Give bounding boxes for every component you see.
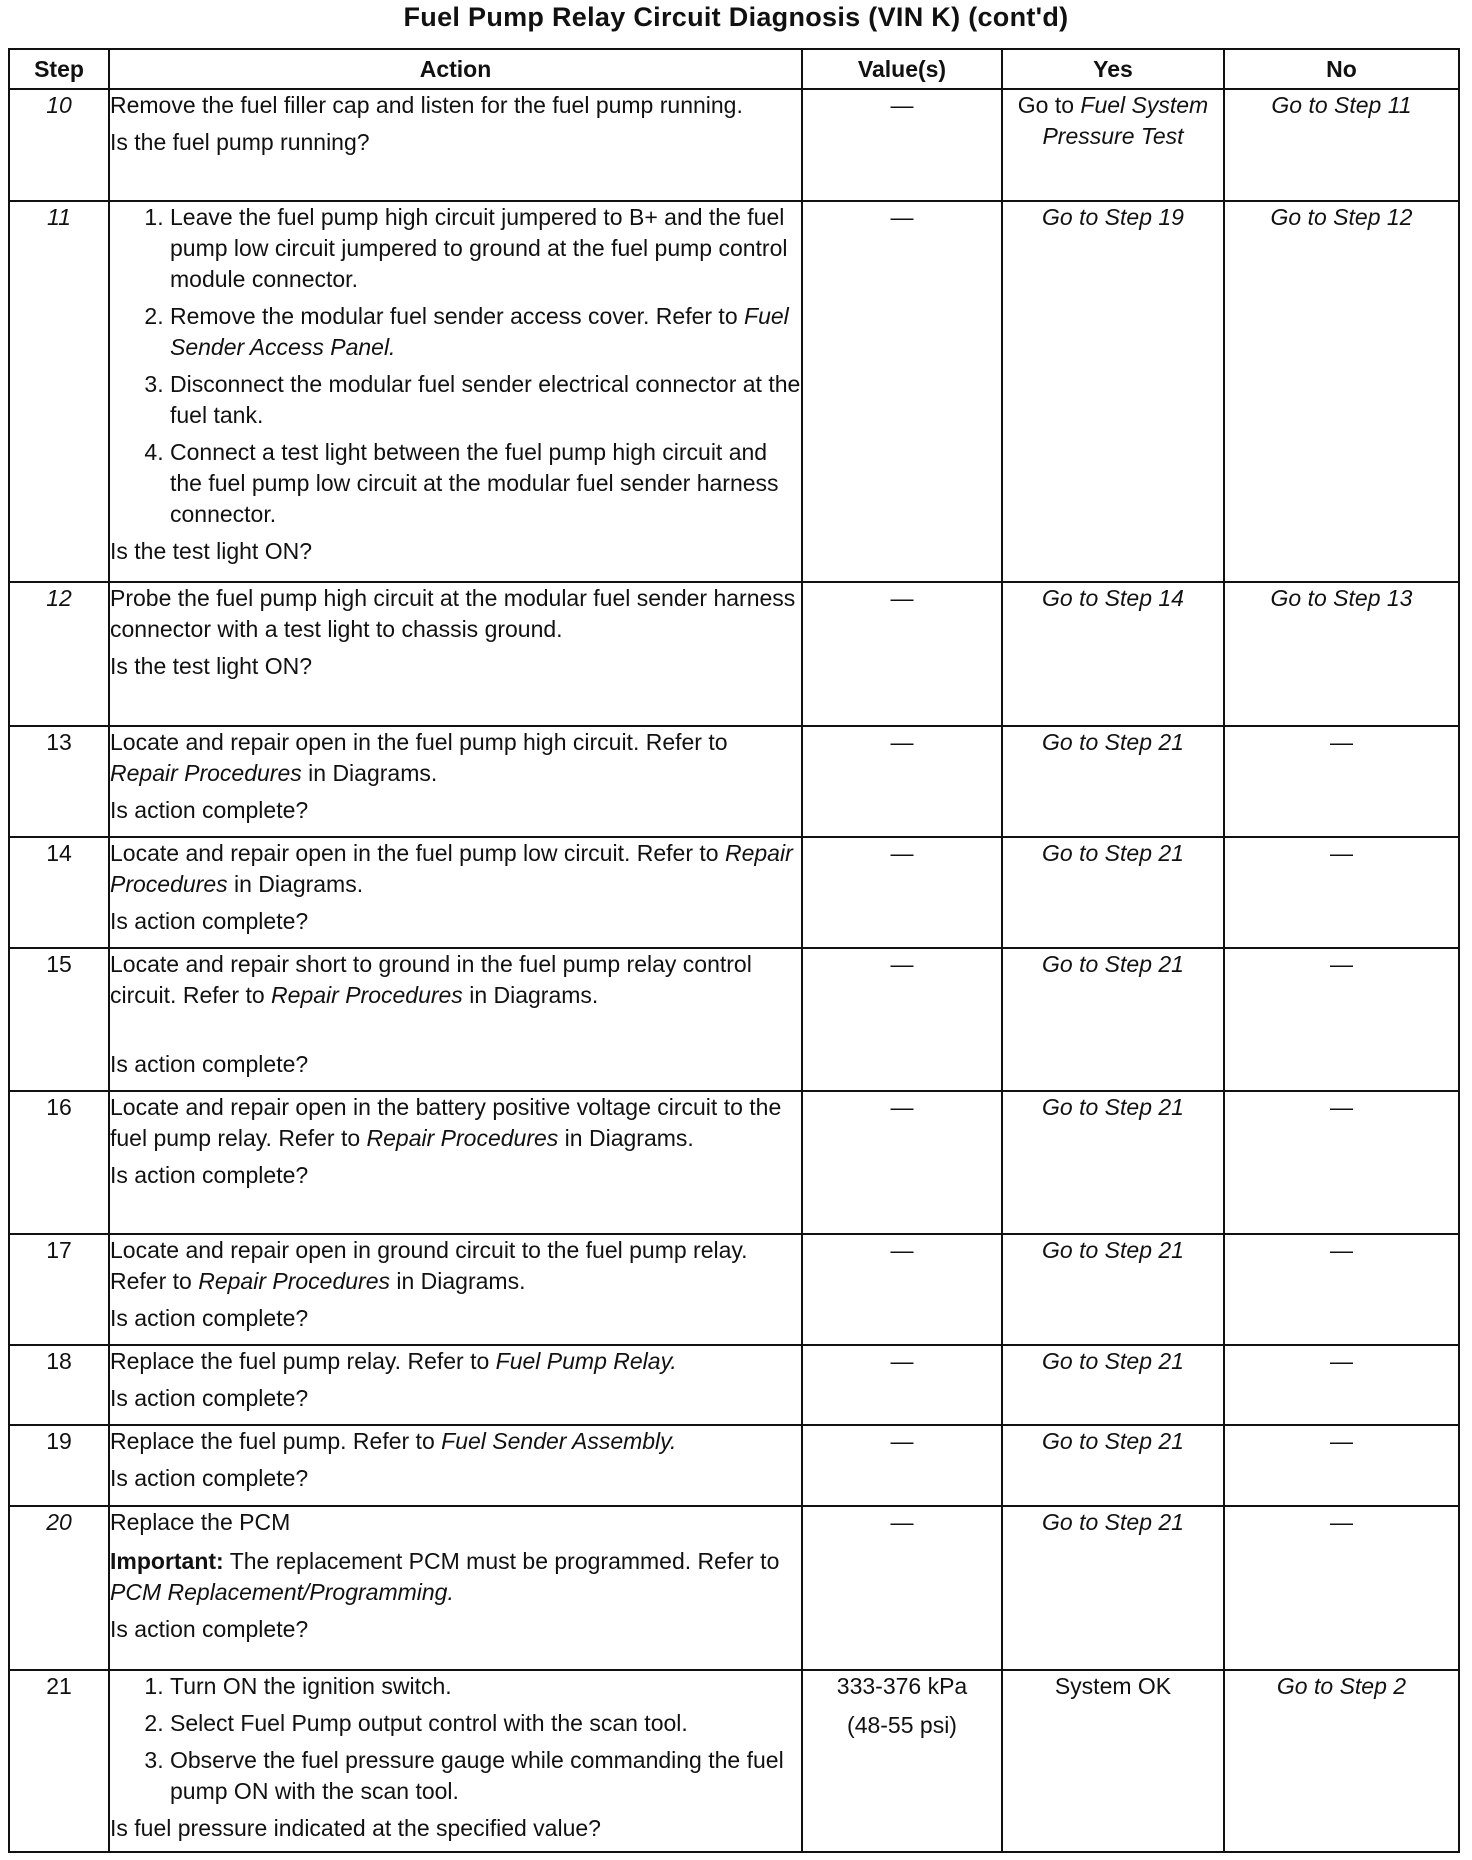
- yes-cell: [1002, 89, 1224, 201]
- important-note: Important: The replacement PCM must be programmed. Refer to PCM Replacement/Programming.: [110, 1548, 780, 1605]
- step-number: 16: [9, 1091, 109, 1234]
- table-row: [9, 201, 1459, 582]
- yes-cell[interactable]: Go to Step 21: [1002, 1425, 1224, 1506]
- reference-link[interactable]: Repair Procedures: [366, 1125, 559, 1151]
- action-steps: [110, 202, 801, 530]
- value-cell: —: [802, 1506, 1002, 1670]
- step-number: 11: [9, 201, 109, 582]
- action-text: Locate and repair open in the fuel pump low circuit. Refer to Repair Procedures in Diagrams.: [110, 840, 793, 897]
- action-cell: [109, 89, 802, 201]
- no-cell: —: [1224, 1234, 1459, 1345]
- no-cell[interactable]: Go to Step 12: [1224, 201, 1459, 582]
- table-row: [9, 582, 1459, 726]
- step-number: 12: [9, 582, 109, 726]
- value-cell: —: [802, 1425, 1002, 1506]
- step-number: 10: [9, 89, 109, 201]
- yes-cell: System OK: [1002, 1670, 1224, 1852]
- yes-cell[interactable]: Go to Step 21: [1002, 1506, 1224, 1670]
- table-row: [9, 1670, 1459, 1852]
- no-cell: —: [1224, 1345, 1459, 1425]
- table-row: [9, 1234, 1459, 1345]
- action-step-item: 2. Select Fuel Pump output control with the scan tool.: [170, 1708, 801, 1739]
- action-cell: [109, 837, 802, 948]
- no-cell: —: [1224, 1506, 1459, 1670]
- diagnosis-table: [8, 48, 1460, 1853]
- action-cell: [109, 1091, 802, 1234]
- reference-link[interactable]: Fuel Sender Assembly.: [441, 1428, 677, 1454]
- action-text: Replace the fuel pump. Refer to Fuel Sender Assembly.: [110, 1428, 677, 1454]
- step-number: 21: [9, 1670, 109, 1852]
- action-cell: [109, 1506, 802, 1670]
- table-row: [9, 837, 1459, 948]
- action-text: Probe the fuel pump high circuit at the modular fuel sender harness connector with a test light to chassis ground.: [110, 585, 796, 642]
- action-cell: [109, 726, 802, 837]
- action-cell: [109, 948, 802, 1091]
- yes-link[interactable]: Fuel System Pressure Test: [1042, 92, 1209, 149]
- action-cell: [109, 201, 802, 582]
- no-cell[interactable]: Go to Step 11: [1224, 89, 1459, 201]
- yes-cell[interactable]: Go to Step 21: [1002, 1345, 1224, 1425]
- action-cell: [109, 1234, 802, 1345]
- table-row: [9, 89, 1459, 201]
- reference-link[interactable]: Fuel Sender Access Panel.: [170, 303, 789, 360]
- action-steps: [110, 1671, 801, 1807]
- step-number: 14: [9, 837, 109, 948]
- action-text: Locate and repair open in ground circuit to the fuel pump relay. Refer to Repair Procedures in Diagrams.: [110, 1237, 748, 1294]
- table-row: [9, 1506, 1459, 1670]
- step-number: 18: [9, 1345, 109, 1425]
- action-step-item: 1. Leave the fuel pump high circuit jumpered to B+ and the fuel pump low circuit jumpered to ground at the fuel pump control module connector.: [170, 202, 801, 295]
- reference-link[interactable]: Repair Procedures: [271, 982, 463, 1008]
- yes-cell[interactable]: Go to Step 21: [1002, 837, 1224, 948]
- header-row: [9, 49, 1459, 89]
- header-yes: Yes: [1002, 49, 1224, 89]
- reference-link[interactable]: PCM Replacement/Programming.: [110, 1579, 454, 1605]
- reference-link[interactable]: Fuel Pump Relay.: [495, 1348, 677, 1374]
- header-values: Value(s): [802, 49, 1002, 89]
- value-cell: [802, 1670, 1002, 1852]
- action-step-item: 4. Connect a test light between the fuel pump high circuit and the fuel pump low circuit at the modular fuel sender harness connector.: [170, 437, 801, 530]
- no-cell: —: [1224, 837, 1459, 948]
- action-text: Remove the fuel filler cap and listen for the fuel pump running.: [110, 92, 743, 118]
- important-label: Important:: [110, 1548, 224, 1574]
- reference-link[interactable]: Repair Procedures: [110, 760, 302, 786]
- value-cell: —: [802, 89, 1002, 201]
- step-number: 17: [9, 1234, 109, 1345]
- no-cell: —: [1224, 726, 1459, 837]
- no-cell[interactable]: Go to Step 2: [1224, 1670, 1459, 1852]
- step-number: 19: [9, 1425, 109, 1506]
- step-number: 13: [9, 726, 109, 837]
- action-question: Is action complete?: [110, 1465, 309, 1491]
- action-question: Is the fuel pump running?: [110, 129, 370, 155]
- value-cell: —: [802, 201, 1002, 582]
- table-row: [9, 1345, 1459, 1425]
- action-text: Replace the fuel pump relay. Refer to Fuel Pump Relay.: [110, 1348, 677, 1374]
- action-question: Is the test light ON?: [110, 538, 312, 564]
- header-step: Step: [9, 49, 109, 89]
- step-number: 20: [9, 1506, 109, 1670]
- table-row: [9, 1091, 1459, 1234]
- action-question: Is action complete?: [110, 1051, 309, 1077]
- value-cell: —: [802, 948, 1002, 1091]
- action-question: Is action complete?: [110, 908, 309, 934]
- yes-prefix: Go to: [1017, 92, 1081, 118]
- value-cell: —: [802, 837, 1002, 948]
- reference-link[interactable]: Repair Procedures: [198, 1268, 390, 1294]
- action-question: Is action complete?: [110, 797, 309, 823]
- yes-cell[interactable]: Go to Step 21: [1002, 1091, 1224, 1234]
- action-question: Is the test light ON?: [110, 653, 312, 679]
- yes-cell[interactable]: Go to Step 21: [1002, 726, 1224, 837]
- yes-cell[interactable]: Go to Step 19: [1002, 201, 1224, 582]
- action-question: Is action complete?: [110, 1162, 309, 1188]
- action-question: Is action complete?: [110, 1385, 309, 1411]
- no-cell[interactable]: Go to Step 13: [1224, 582, 1459, 726]
- action-text: Replace the PCM: [110, 1509, 291, 1535]
- table-row: [9, 1425, 1459, 1506]
- table-row: [9, 948, 1459, 1091]
- action-cell: [109, 1670, 802, 1852]
- no-cell: —: [1224, 1091, 1459, 1234]
- action-text: Locate and repair open in the fuel pump high circuit. Refer to Repair Procedures in Diagrams.: [110, 729, 728, 786]
- table-row: [9, 726, 1459, 837]
- no-cell: —: [1224, 1425, 1459, 1506]
- value-cell: —: [802, 1345, 1002, 1425]
- action-question: Is action complete?: [110, 1305, 309, 1331]
- reference-link[interactable]: Repair Procedures: [110, 840, 793, 897]
- yes-cell[interactable]: Go to Step 21: [1002, 948, 1224, 1091]
- header-no: No: [1224, 49, 1459, 89]
- action-cell: [109, 582, 802, 726]
- step-number: 15: [9, 948, 109, 1091]
- value-cell: —: [802, 1091, 1002, 1234]
- action-cell: [109, 1425, 802, 1506]
- value-cell: —: [802, 1234, 1002, 1345]
- action-question: Is fuel pressure indicated at the specified value?: [110, 1815, 601, 1841]
- action-cell: [109, 1345, 802, 1425]
- action-text: Locate and repair short to ground in the fuel pump relay control circuit. Refer to Repair Procedures in Diagrams.: [110, 951, 752, 1008]
- value-cell: —: [802, 726, 1002, 837]
- yes-cell[interactable]: Go to Step 21: [1002, 1234, 1224, 1345]
- no-cell: —: [1224, 948, 1459, 1091]
- value-cell: —: [802, 582, 1002, 726]
- pressure-value-kpa: 333-376 kPa: [836, 1673, 968, 1699]
- yes-cell[interactable]: Go to Step 14: [1002, 582, 1224, 726]
- page-title: Fuel Pump Relay Circuit Diagnosis (VIN K) (cont'd): [403, 2, 1069, 32]
- action-step-item: 3. Disconnect the modular fuel sender electrical connector at the fuel tank.: [170, 369, 801, 431]
- header-action: Action: [109, 49, 802, 89]
- pressure-value-psi: (48-55 psi): [847, 1712, 957, 1738]
- action-text: Locate and repair open in the battery positive voltage circuit to the fuel pump relay. Refer to Repair Procedures in Diagrams.: [110, 1094, 782, 1151]
- action-step-item: 1. Turn ON the ignition switch.: [170, 1671, 801, 1702]
- action-step-item: 2. Remove the modular fuel sender access cover. Refer to Fuel Sender Access Panel.: [170, 301, 801, 363]
- action-question: Is action complete?: [110, 1616, 309, 1642]
- action-step-item: 3. Observe the fuel pressure gauge while commanding the fuel pump ON with the scan tool.: [170, 1745, 801, 1807]
